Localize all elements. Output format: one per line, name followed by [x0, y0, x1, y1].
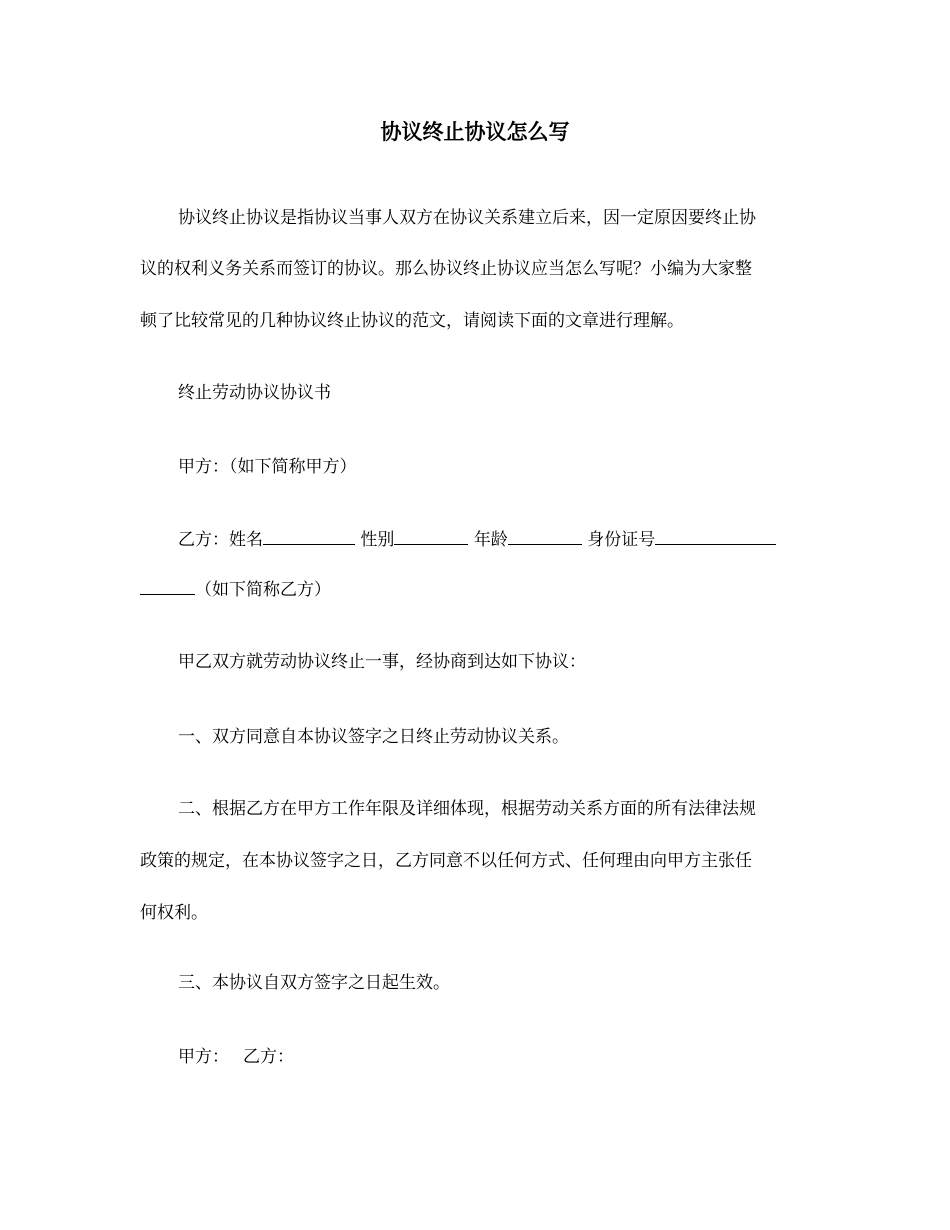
clause-3: 三、本协议自双方签字之日起生效。 [178, 973, 450, 993]
party-b-gender-label: 性别 [360, 530, 395, 550]
party-b-line [178, 528, 776, 552]
intro-line-1: 协议终止协议是指协议当事人双方在协议关系建立后来，因一定原因要终止协 [178, 208, 756, 228]
party-b-id-label: 身份证号 [587, 530, 656, 550]
document-title: 协议终止协议怎么写 [380, 119, 570, 144]
party-b-suffix: （如下简称乙方） [195, 580, 331, 600]
section-heading: 终止劳动协议协议书 [178, 383, 331, 403]
gender-blank [394, 530, 468, 545]
clause-2-line-2: 政策的规定，在本协议签字之日，乙方同意不以任何方式、任何理由向甲方主张任 [140, 851, 752, 871]
party-b-name-label: 乙方：姓名 [178, 530, 263, 550]
age-blank [508, 530, 582, 545]
clause-2-line-3: 何权利。 [140, 903, 208, 923]
id-blank [655, 530, 776, 545]
signature-line [178, 1045, 294, 1069]
signature-party-a: 甲方： [178, 1047, 229, 1067]
intro-line-2: 议的权利义务关系而签订的协议。那么协议终止协议应当怎么写呢？小编为大家整 [140, 259, 752, 279]
id-blank-continued [140, 580, 195, 595]
agreement-intro: 甲乙双方就劳动协议终止一事，经协商到达如下协议： [178, 652, 586, 672]
clause-2-line-1: 二、根据乙方在甲方工作年限及详细体现，根据劳动关系方面的所有法律法规 [178, 799, 756, 819]
party-a-line: 甲方：（如下简称甲方） [178, 457, 357, 477]
intro-line-3: 顿了比较常见的几种协议终止协议的范文，请阅读下面的文章进行理解。 [140, 311, 684, 331]
signature-party-b: 乙方： [243, 1047, 294, 1067]
clause-1: 一、双方同意自本协议签字之日终止劳动协议关系。 [178, 727, 569, 747]
party-b-age-label: 年龄 [473, 530, 508, 550]
party-b-line-2 [140, 578, 331, 602]
name-blank [263, 530, 355, 545]
